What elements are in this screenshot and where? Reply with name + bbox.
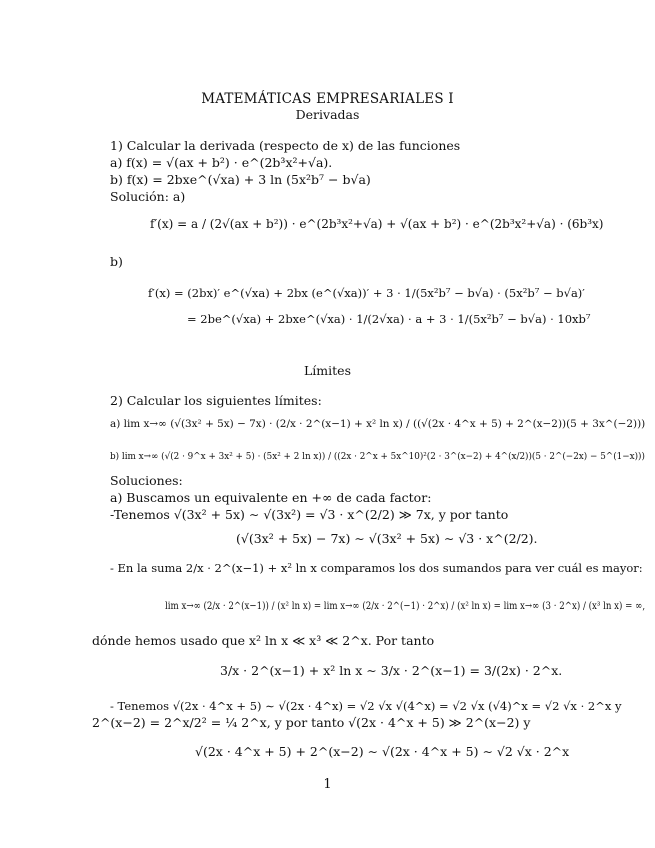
solution-2a-sum-comparison: - En la suma 2/x · 2^(x−1) + x² ln x comparamos los dos sumandos para ver cuál es mayor:	[110, 561, 643, 575]
section-title-derivadas: Derivadas	[295, 107, 360, 122]
solution-2a-intro: a) Buscamos un equivalente en +∞ de cada factor:	[110, 490, 432, 505]
page-number: 1	[323, 777, 332, 792]
problem-2-statement: 2) Calcular los siguientes límites:	[110, 393, 322, 408]
problem-2a-limit: a) lim x→∞ (√(3x² + 5x) − 7x) · (2/x · 2^(x−1) + x² ln x) / ((√(2x · 4^x + 5) + 2^(x−2))(5 + 3x^(−2)))	[110, 418, 646, 430]
problem-1-statement: 1) Calcular la derivada (respecto de x) de las funciones	[110, 138, 461, 153]
document-title: MATEMÁTICAS EMPRESARIALES I	[201, 91, 454, 107]
solution-2a-note: dónde hemos usado que x² ln x ≪ x³ ≪ 2^x. Por tanto	[92, 633, 435, 648]
problem-1b: b) f(x) = 2bxe^(√xa) + 3 ln (5x²b⁷ − b√a)	[110, 172, 371, 187]
solution-2a-equiv3: √(2x · 4^x + 5) + 2^(x−2) ∼ √(2x · 4^x + 5) ∼ √2 √x · 2^x	[195, 744, 570, 759]
solution-1b-equation-line1: f′(x) = (2bx)′ e^(√xa) + 2bx (e^(√xa))′ + 3 · 1/(5x²b⁷ − b√a) · (5x²b⁷ − b√a)′	[148, 286, 585, 300]
solution-2a-equiv1: (√(3x² + 5x) − 7x) ∼ √(3x² + 5x) ∼ √3 · x^(2/2).	[236, 531, 538, 546]
solutions-label: Soluciones:	[110, 473, 183, 488]
solution-2a-step3b: 2^(x−2) = 2^x/2² = ¼ 2^x, y por tanto √(2x · 4^x + 5) ≫ 2^(x−2) y	[92, 715, 531, 730]
solution-1b-label: b)	[110, 254, 123, 269]
section-title-limites: Límites	[304, 363, 351, 378]
problem-1a: a) f(x) = √(ax + b²) · e^(2b³x²+√a).	[110, 155, 333, 170]
solution-2a-equiv2: 3/x · 2^(x−1) + x² ln x ∼ 3/x · 2^(x−1) = 3/(2x) · 2^x.	[220, 663, 563, 678]
problem-2b-limit: b) lim x→∞ (√(2 · 9^x + 3x² + 5) · (5x² + 2 ln x)) / ((2x · 2^x + 5x^10)²(2 · 3^(x−2) + 4^(x/2))(5 · 2^(−2x) − 5^(1−x)))	[110, 451, 645, 462]
solution-label: Solución: a)	[110, 189, 186, 204]
solution-1a-equation: f′(x) = a / (2√(ax + b²)) · e^(2b³x²+√a) + √(ax + b²) · e^(2b³x²+√a) · (6b³x)	[150, 217, 604, 231]
solution-1b-equation-line2: = 2be^(√xa) + 2bxe^(√xa) · 1/(2√xa) · a + 3 · 1/(5x²b⁷ − b√a) · 10xb⁷	[187, 312, 591, 326]
solution-2a-step1: -Tenemos √(3x² + 5x) ∼ √(3x²) = √3 · x^(2/2) ≫ 7x, y por tanto	[110, 507, 509, 522]
solution-2a-step3: - Tenemos √(2x · 4^x + 5) ∼ √(2x · 4^x) = √2 √x √(4^x) = √2 √x (√4)^x = √2 √x · 2^x y	[110, 699, 622, 713]
solution-2a-limit-equation: lim x→∞ (2/x · 2^(x−1)) / (x² ln x) = lim x→∞ (2/x · 2^(−1) · 2^x) / (x² ln x) = lim x→∞ (3 · 2^x) / (x³ ln x) = ∞,	[165, 600, 646, 612]
